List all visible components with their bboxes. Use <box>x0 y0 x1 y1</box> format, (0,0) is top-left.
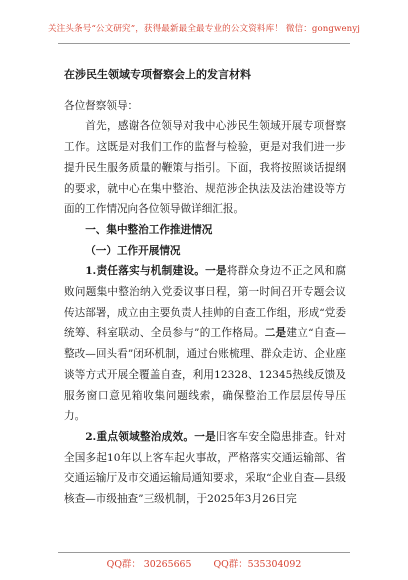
document-title: 在涉民生领域专项督察会上的发言材料 <box>64 68 251 81</box>
footer-qq-group-1: QQ群： 30265665 <box>106 559 192 570</box>
subsection-heading: （一）工作开展情况 <box>85 244 181 257</box>
item-2-body: 旧客车安全隐患排查。针对全国多起10年以上客车起火事故，严格落实交通运输部、省交通运输厅及市交通运输局通知要求，采取“企业自查—县级核查—市级抽查”三级机制，于2025年3月26日完 <box>64 430 347 506</box>
item-1-lead-2: 二是 <box>264 327 287 340</box>
document-body <box>64 65 346 510</box>
item-1-lead: 1.责任落实与机制建设。一是 <box>85 265 227 278</box>
footer-divider <box>58 552 350 553</box>
footer-qq-group-2: QQ群：535304092 <box>213 559 302 570</box>
item-1-body-b: 建立“自查—整改—回头看”闭环机制，通过台账梳理、群众走访、企业座谈等方式开展全覆盖自查，利用12328、12345热线反馈及服务窗口意见箱收集问题线索，确保整治工作层层传导压力。 <box>64 327 347 423</box>
section-heading: 一、集中整治工作推进情况 <box>85 223 213 236</box>
header-divider <box>58 43 350 44</box>
item-1-body-a: 将群众身边不正之风和腐败问题集中整治纳入党委议事日程，第一时间召开专题会议传达部署，成立由主要负责人挂帅的自查工作组，形成“党委统筹、科室联动、全员参与”的工作格局。 <box>64 265 347 340</box>
intro-paragraph: 首先，感谢各位领导对我中心涉民生领域开展专项督察工作。这既是对我们工作的监督与检验，更是对我们进一步提升民生服务质量的鞭策与指引。下面，我将按照谈话提纲的要求，就中心在集中整治、规范涉企执法及法治建设等方面的工作情况向各位领导做详细汇报。 <box>64 120 346 216</box>
footer-contact <box>0 556 408 570</box>
item-1-paragraph <box>64 261 346 427</box>
item-2-paragraph <box>64 427 346 510</box>
item-2-lead: 2.重点领域整治成效。一是 <box>85 430 216 443</box>
salutation: 各位督察领导： <box>64 99 139 112</box>
header-promo-note: 关注头条号“公文研究”，获得最新最全最专业的公文资料库！ 微信：gongwenyj <box>47 24 361 34</box>
